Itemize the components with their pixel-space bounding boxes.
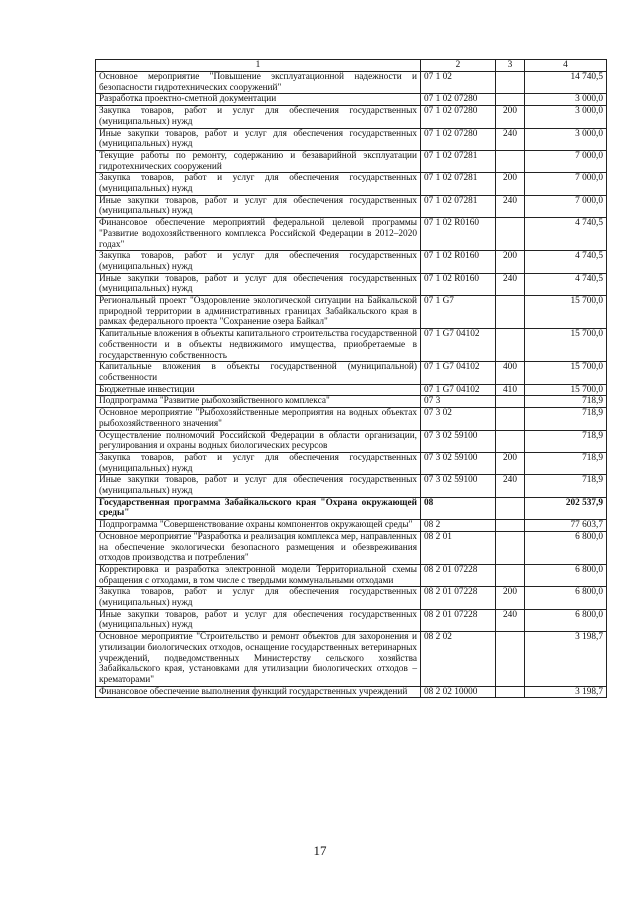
row-code-cell: 07 1 02 07281 [421,150,496,172]
row-vr-cell [496,218,525,251]
table-row [96,587,607,609]
row-amount-cell: 718,9 [525,452,607,474]
row-amount-cell: 4 740,5 [525,273,607,295]
row-name-cell: Закупка товаров, работ и услуг для обеспечения государственных (муниципальных) нужд [96,106,421,128]
table-row [96,362,607,384]
row-code-cell: 07 1 G7 [421,296,496,329]
table-row [96,632,607,687]
row-vr-cell [496,564,525,586]
table-row [96,408,607,430]
row-name-cell: Закупка товаров, работ и услуг для обеспечения государственных (муниципальных) нужд [96,452,421,474]
row-name-cell: Основное мероприятие "Рыбохозяйственные мероприятия на водных объектах рыбохозяйственного значения" [96,408,421,430]
row-name-cell: Региональный проект "Оздоровление экологической ситуации на Байкальской природной территории в административных границах Забайкальского края в рамках федерального проекта "Сохранение озера Байкал" [96,296,421,329]
row-code-cell: 07 1 02 07280 [421,106,496,128]
row-amount-cell: 7 000,0 [525,195,607,217]
row-amount-cell: 718,9 [525,475,607,497]
row-code-cell: 07 1 02 R0160 [421,218,496,251]
table-row [96,564,607,586]
table-row [96,430,607,452]
table-row [96,609,607,631]
table-row [96,475,607,497]
row-vr-cell [496,497,525,519]
table-body [96,72,607,698]
row-vr-cell [496,686,525,698]
row-name-cell: Иные закупки товаров, работ и услуг для обеспечения государственных (муниципальных) нужд [96,273,421,295]
table-row [96,150,607,172]
row-vr-cell [496,329,525,362]
header-col-2: 2 [421,60,496,72]
row-amount-cell: 7 000,0 [525,173,607,195]
row-vr-cell [496,531,525,564]
row-amount-cell: 3 000,0 [525,106,607,128]
row-code-cell: 07 1 G7 04102 [421,329,496,362]
row-vr-cell [496,150,525,172]
row-code-cell: 07 1 02 07280 [421,94,496,106]
row-name-cell: Основное мероприятие "Строительство и ремонт объектов для захоронения и утилизации биологических отходов, оснащение государственных ветеринарных учреждений, подведомственных Министерству сельского хозяйства Забайкальского края, установками для утилизации биологических отходов – крематорами" [96,632,421,687]
table-row [96,218,607,251]
row-name-cell: Корректировка и разработка электронной модели Территориальной схемы обращения с отходами, в том числе с твердыми коммунальными отходами [96,564,421,586]
row-amount-cell: 718,9 [525,396,607,408]
table-row [96,251,607,273]
row-amount-cell: 202 537,9 [525,497,607,519]
row-code-cell: 08 2 01 07228 [421,587,496,609]
row-amount-cell: 3 198,7 [525,632,607,687]
row-name-cell: Текущие работы по ремонту, содержанию и безаварийной эксплуатации гидротехнических сооружений [96,150,421,172]
row-vr-cell: 200 [496,106,525,128]
row-vr-cell: 200 [496,173,525,195]
row-name-cell: Закупка товаров, работ и услуг для обеспечения государственных (муниципальных) нужд [96,173,421,195]
row-code-cell: 08 2 01 [421,531,496,564]
row-vr-cell: 240 [496,609,525,631]
row-code-cell: 07 1 02 07281 [421,195,496,217]
table-row [96,520,607,532]
row-name-cell: Иные закупки товаров, работ и услуг для обеспечения государственных (муниципальных) нужд [96,609,421,631]
row-name-cell: Иные закупки товаров, работ и услуг для обеспечения государственных (муниципальных) нужд [96,195,421,217]
row-vr-cell: 410 [496,384,525,396]
row-name-cell: Капитальные вложения в объекты государственной (муниципальной) собственности [96,362,421,384]
row-code-cell: 07 3 02 [421,408,496,430]
row-name-cell: Закупка товаров, работ и услуг для обеспечения государственных (муниципальных) нужд [96,587,421,609]
row-vr-cell: 240 [496,475,525,497]
row-name-cell: Бюджетные инвестиции [96,384,421,396]
row-amount-cell: 4 740,5 [525,251,607,273]
header-col-4: 4 [525,60,607,72]
table-row [96,106,607,128]
row-vr-cell [496,72,525,94]
row-amount-cell: 15 700,0 [525,384,607,396]
table-row [96,329,607,362]
row-amount-cell: 6 800,0 [525,531,607,564]
row-code-cell: 08 2 02 [421,632,496,687]
row-name-cell: Иные закупки товаров, работ и услуг для обеспечения государственных (муниципальных) нужд [96,128,421,150]
row-name-cell: Финансовое обеспечение мероприятий федеральной целевой программы "Развитие водохозяйственного комплекса Российской Федерации в 2012–2020 годах" [96,218,421,251]
row-code-cell: 07 3 02 59100 [421,475,496,497]
row-amount-cell: 15 700,0 [525,362,607,384]
row-name-cell: Иные закупки товаров, работ и услуг для обеспечения государственных (муниципальных) нужд [96,475,421,497]
row-amount-cell: 3 000,0 [525,94,607,106]
row-vr-cell [496,296,525,329]
header-col-1: 1 [96,60,421,72]
row-code-cell: 07 1 02 07281 [421,173,496,195]
row-code-cell: 07 3 02 59100 [421,452,496,474]
row-vr-cell [496,520,525,532]
row-code-cell: 07 1 02 07280 [421,128,496,150]
row-code-cell: 08 2 01 07228 [421,609,496,631]
table-row [96,686,607,698]
row-vr-cell: 200 [496,587,525,609]
table-row [96,296,607,329]
table-row [96,452,607,474]
row-code-cell: 07 1 G7 04102 [421,362,496,384]
row-code-cell: 07 3 02 59100 [421,430,496,452]
row-amount-cell: 6 800,0 [525,587,607,609]
row-code-cell: 08 2 01 07228 [421,564,496,586]
row-code-cell: 07 3 [421,396,496,408]
row-vr-cell: 400 [496,362,525,384]
row-code-cell: 07 1 02 R0160 [421,273,496,295]
row-code-cell: 08 [421,497,496,519]
row-name-cell: Подпрограмма "Совершенствование охраны компонентов окружающей среды" [96,520,421,532]
row-name-cell: Капитальные вложения в объекты капитального строительства государственной собственности и в объекты недвижимого имущества, приобретаемые в государственную собственность [96,329,421,362]
row-name-cell: Основное мероприятие "Повышение эксплуатационной надежности и безопасности гидротехнических сооружений" [96,72,421,94]
row-amount-cell: 15 700,0 [525,296,607,329]
row-vr-cell [496,632,525,687]
row-name-cell: Разработка проектно-сметной документации [96,94,421,106]
budget-sheet [95,59,606,698]
table-row [96,72,607,94]
table-row [96,195,607,217]
table-row [96,94,607,106]
row-amount-cell: 6 800,0 [525,564,607,586]
table-row [96,531,607,564]
row-vr-cell [496,430,525,452]
row-vr-cell [496,396,525,408]
table-row [96,128,607,150]
row-amount-cell: 718,9 [525,430,607,452]
row-vr-cell: 200 [496,452,525,474]
row-name-cell: Закупка товаров, работ и услуг для обеспечения государственных (муниципальных) нужд [96,251,421,273]
row-amount-cell: 7 000,0 [525,150,607,172]
table-row [96,273,607,295]
row-name-cell: Финансовое обеспечение выполнения функций государственных учреждений [96,686,421,698]
row-vr-cell [496,408,525,430]
row-amount-cell: 15 700,0 [525,329,607,362]
table-row [96,396,607,408]
row-amount-cell: 77 603,7 [525,520,607,532]
row-amount-cell: 3 198,7 [525,686,607,698]
row-code-cell: 07 1 02 R0160 [421,251,496,273]
row-amount-cell: 718,9 [525,408,607,430]
row-code-cell: 07 1 G7 04102 [421,384,496,396]
row-amount-cell: 3 000,0 [525,128,607,150]
row-code-cell: 08 2 02 10000 [421,686,496,698]
row-name-cell: Государственная программа Забайкальского края "Охрана окружающей среды" [96,497,421,519]
table-row [96,497,607,519]
row-amount-cell: 6 800,0 [525,609,607,631]
row-vr-cell: 200 [496,251,525,273]
header-row [96,60,607,72]
header-col-3: 3 [496,60,525,72]
row-name-cell: Осуществление полномочий Российской Федерации в области организации, регулирования и охраны водных биологических ресурсов [96,430,421,452]
row-vr-cell: 240 [496,273,525,295]
table-row [96,384,607,396]
table-row [96,173,607,195]
budget-table [95,59,607,698]
row-vr-cell: 240 [496,128,525,150]
row-name-cell: Подпрограмма "Развитие рыбохозяйственного комплекса" [96,396,421,408]
row-amount-cell: 14 740,5 [525,72,607,94]
page-number: 17 [313,843,327,858]
row-amount-cell: 4 740,5 [525,218,607,251]
row-vr-cell: 240 [496,195,525,217]
row-code-cell: 08 2 [421,520,496,532]
row-name-cell: Основное мероприятие "Разработка и реализация комплекса мер, направленных на обеспечение экологически безопасного размещения и обезвреживания отходов производства и потребления" [96,531,421,564]
row-code-cell: 07 1 02 [421,72,496,94]
row-vr-cell [496,94,525,106]
